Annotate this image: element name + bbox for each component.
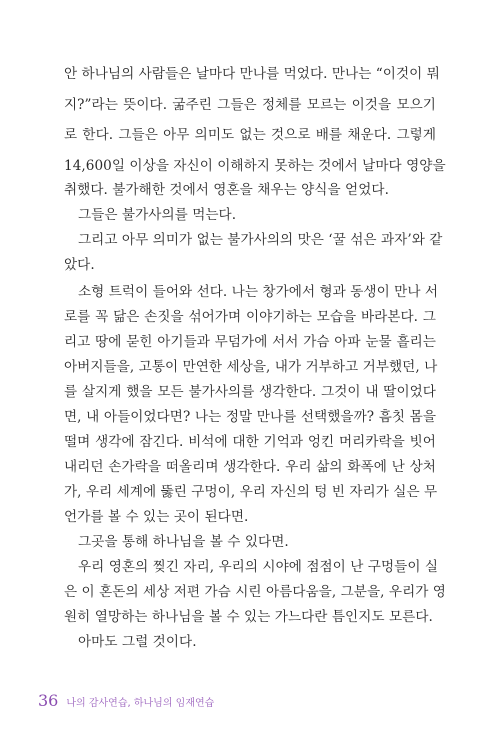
body-line: 지?”라는 뜻이다. 굶주린 그들은 정체를 모르는 이것을 모으기 <box>64 97 436 113</box>
body-line: 내리던 손가락을 떠올리며 생각한다. 우리 삶의 화폭에 난 상처 <box>64 459 436 475</box>
body-line: 그들은 불가사의를 먹는다. <box>78 207 237 223</box>
body-line: 가, 우리 세계에 뚫린 구멍이, 우리 자신의 텅 빈 자리가 실은 무 <box>64 484 438 500</box>
body-line: 리고 땅에 묻힌 아기들과 무덤가에 서서 가슴 아파 눈물 흘리는 <box>64 334 436 350</box>
body-line: 아버지들을, 고통이 만연한 세상을, 내가 거부하고 거부했던, 나 <box>64 359 438 375</box>
body-line: 를 살지게 했을 모든 불가사의를 생각한다. 그것이 내 딸이었다 <box>64 384 436 400</box>
body-line: 로를 꼭 닮은 손짓을 섞어가며 이야기하는 모습을 바라본다. 그 <box>64 309 436 325</box>
body-line: 면, 내 아들이었다면? 나는 정말 만나를 선택했을까? 흠칫 몸을 <box>64 409 436 425</box>
body-line: 아마도 그럴 것이다. <box>78 634 197 650</box>
body-line: 았다. <box>64 257 95 273</box>
body-line: 취했다. 불가해한 것에서 영혼을 채우는 양식을 얻었다. <box>64 182 389 198</box>
body-line: 우리 영혼의 찢긴 자리, 우리의 시야에 점점이 난 구멍들이 실 <box>78 559 439 575</box>
body-line: 은 이 혼돈의 세상 저편 가슴 시린 아름다움을, 그분을, 우리가 영 <box>64 584 446 600</box>
body-line: 안 하나님의 사람들은 날마다 만나를 먹었다. 만나는 “이것이 뭐 <box>64 66 440 82</box>
running-title: 나의 감사연습, 하나님의 임재연습 <box>66 698 215 709</box>
body-line: 소형 트럭이 들어와 선다. 나는 창가에서 형과 동생이 만나 서 <box>78 284 439 300</box>
body-line: 언가를 볼 수 있는 곳이 된다면. <box>64 509 249 525</box>
page-number: 36 <box>38 691 59 710</box>
body-line: 떨며 생각에 잠긴다. 비석에 대한 기억과 엉킨 머리카락을 빗어 <box>64 434 436 450</box>
body-line: 그곳을 통해 하나님을 볼 수 있다면. <box>78 534 289 550</box>
body-line: 로 한다. 그들은 아무 의미도 없는 것으로 배를 채운다. 그렇게 <box>64 127 436 143</box>
body-line: 원히 열망하는 하나님을 볼 수 있는 가느다란 틈인지도 모른다. <box>64 609 433 625</box>
page-footer <box>38 691 214 711</box>
body-line: 14,600일 이상을 자신이 이해하지 못하는 것에서 날마다 영양을 <box>64 158 446 174</box>
body-line: 그리고 아무 의미가 없는 불가사의의 맛은 ‘꿀 섞은 과자’와 같 <box>78 232 443 248</box>
